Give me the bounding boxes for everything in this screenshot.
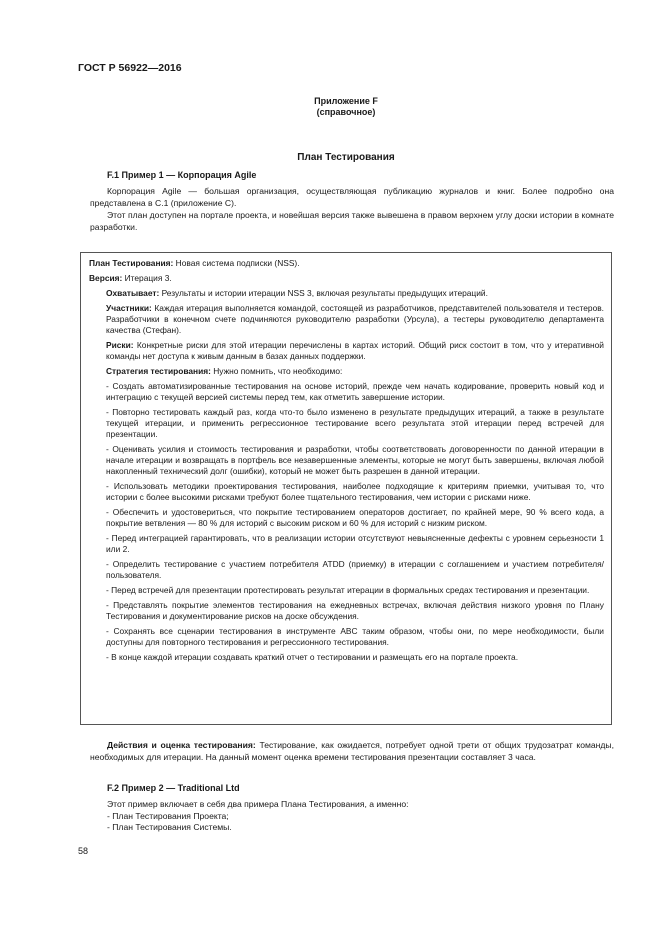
strategy-line — [89, 366, 604, 377]
scope-line — [89, 288, 604, 299]
test-plan-content — [89, 258, 604, 663]
version-line — [89, 273, 604, 284]
strategy-item: - Обеспечить и удостовериться, что покрытие тестированием операторов достигает, по крайней мере, 90 % всего кода, а покрытие ветвления — 80 % для историй с высоким риском и 60 % для историй с низким риском. — [106, 507, 604, 528]
strategy-value: Нужно помнить, что необходимо: — [210, 366, 343, 376]
section-2-item: - План Тестирования Проекта; — [107, 810, 229, 821]
strategy-item: - Создать автоматизированные тестирования на основе историй, прежде чем начать кодирование, проверить новый код и интеграцию с текущей версией системы перед тем, как отметить завершение истории. — [106, 381, 604, 402]
strategy-item: - Оценивать усилия и стоимость тестирования и разработки, чтобы соответствовать договоренности по данной итерации в начале итерации и возвращать в портфель все незавершенные элементы, которые не могут быть завершены, включая любой накопленный технический долг (ошибки), который не может быть разрешен в данной итерации. — [106, 444, 604, 476]
section-2-list — [107, 799, 614, 834]
section-1-heading: F.1 Пример 1 — Корпорация Agile — [107, 170, 257, 180]
strategy-item: - Сохранять все сценарии тестирования в инструменте ABC таким образом, чтобы они, по мере необходимости, были доступны для повторного тестирования и регрессионного тестирования. — [106, 626, 604, 647]
strategy-item: - Представлять покрытие элементов тестирования на ежедневных встречах, включая действия низкого уровня по Плану Тестирования и документирование рисков на доске обсуждения. — [106, 600, 604, 621]
risks-value: Конкретные риски для этой итерации перечислены в картах историй. Общий риск состоит в том, что у итеративной команды нет доступа к живым данным в базах данных поддержки. — [106, 340, 604, 361]
scope-value: Результаты и истории итерации NSS 3, включая результаты предыдущих итераций. — [159, 288, 488, 298]
standard-number: ГОСТ Р 56922—2016 — [78, 62, 182, 74]
participants-label: Участники: — [106, 303, 152, 313]
strategy-item: - Повторно тестировать каждый раз, когда что-то было изменено в результате предыдущих итераций, а также в результате текущей итерации, и применить регрессионное тестирование всего результата этой итерации перед встречей для презентации. — [106, 407, 604, 439]
estimate-paragraph — [90, 740, 614, 763]
risks-label: Риски: — [106, 340, 134, 350]
document-title: План Тестирования — [297, 152, 395, 163]
section-1-paragraph-1: Корпорация Agile — большая организация, осуществляющая публикацию журналов и книг. Более подробно она представлена в С.1 (приложение С). — [90, 186, 614, 208]
section-2-heading: F.2 Пример 2 — Traditional Ltd — [107, 783, 240, 793]
section-2-intro: Этот пример включает в себя два примера Плана Тестирования, а именно: — [107, 799, 409, 809]
strategy-item: - В конце каждой итерации создавать краткий отчет о тестировании и размещать его на портале проекта. — [106, 652, 519, 662]
page-number: 58 — [78, 846, 89, 856]
estimate-label: Действия и оценка тестирования: — [107, 740, 256, 750]
strategy-list — [89, 381, 604, 663]
appendix-title: Приложение F — [314, 96, 378, 106]
plan-label: План Тестирования: — [89, 258, 174, 268]
section-1-paragraph-2: Этот план доступен на портале проекта, и новейшая версия также вывешена в правом верхнем углу доски истории в комнате разработки. — [90, 210, 614, 232]
estimate-value: Тестирование, как ожидается, потребует одной трети от общих трудозатрат команды, необходимых для итерации. На данный момент оценка времени тестирования презентации составляет 3 часа. — [90, 740, 614, 762]
strategy-item: - Перед встречей для презентации протестировать результат итерации в формальных средах тестирования и презентации. — [106, 585, 590, 595]
participants-line — [89, 303, 604, 336]
plan-value: Новая система подписки (NSS). — [173, 258, 300, 268]
section-2-item: - План Тестирования Системы. — [107, 822, 232, 833]
appendix-subtitle: (справочное) — [316, 107, 376, 117]
version-label: Версия: — [89, 273, 123, 283]
participants-value: Каждая итерация выполняется командой, состоящей из разработчиков, представителей пользователя и тестеров. Разработчики в конечном счете подчиняются руководителю разработки (Урсула), а тестеры руководителю департамента качества (Стефан). — [106, 303, 604, 335]
plan-line — [89, 258, 604, 269]
risks-line — [89, 340, 604, 362]
strategy-item: - Использовать методики проектирования тестирования, наиболее подходящие к критериям приемки, учитывая то, что истории с более высокими рисками требуют более тщательного тестирования, чем истории с рисками ниже. — [106, 481, 604, 502]
strategy-item: - Определить тестирование с участием потребителя ATDD (приемку) в итерации с соглашением и участием потребителя/пользователя. — [106, 559, 604, 580]
version-value: Итерация 3. — [122, 273, 172, 283]
strategy-label: Стратегия тестирования: — [106, 366, 211, 376]
scope-label: Охватывает: — [106, 288, 160, 298]
strategy-item: - Перед интеграцией гарантировать, что в реализации истории отсутствуют невыясненные дефекты с уровнем серьезности 1 или 2. — [106, 533, 604, 554]
